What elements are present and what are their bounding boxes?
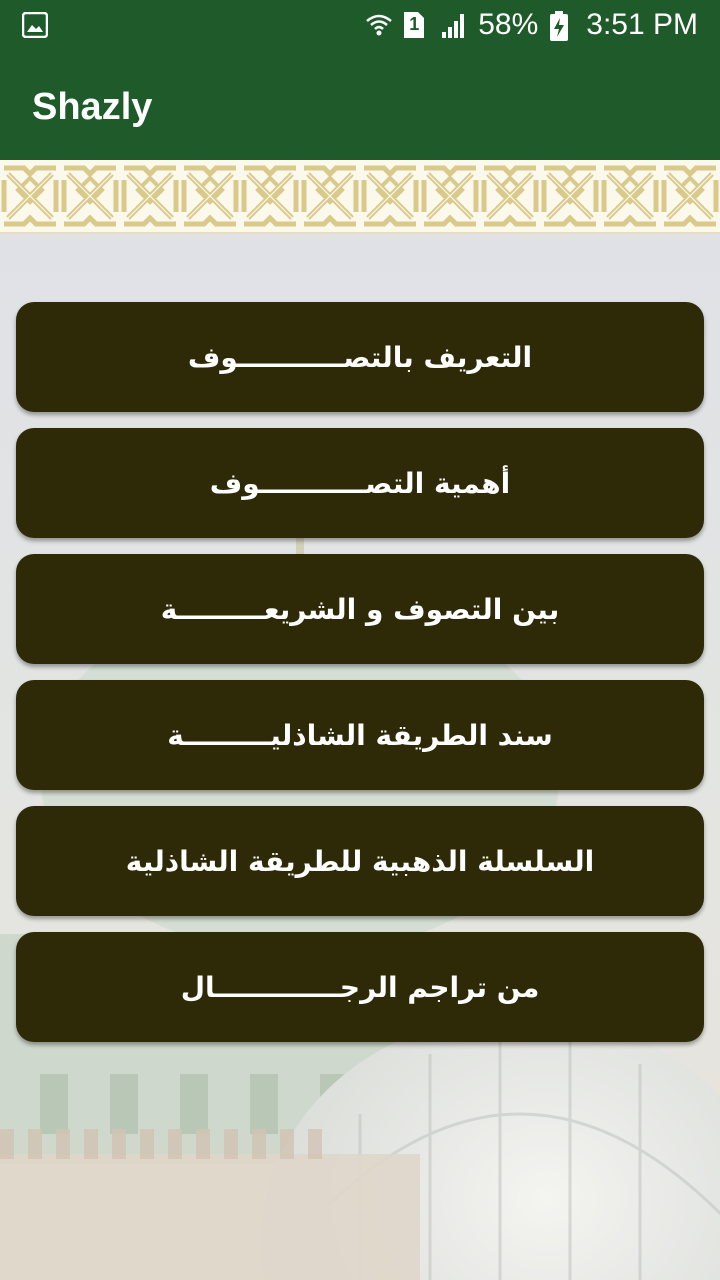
menu-button-label: بين التصوف و الشريعـــــــــة xyxy=(160,592,560,626)
menu-button-label: أهمية التصـــــــــــوف xyxy=(209,466,511,500)
sim-icon xyxy=(402,10,430,40)
signal-icon xyxy=(440,10,468,40)
battery-charging-icon xyxy=(548,10,576,40)
clock: 3:51 PM xyxy=(586,8,698,41)
image-icon xyxy=(22,12,48,38)
app-bar xyxy=(0,50,720,160)
ornamental-border xyxy=(0,160,720,234)
menu-button-biographies[interactable] xyxy=(16,932,704,1042)
app-title: Shazly xyxy=(32,86,153,128)
wifi-icon xyxy=(364,10,392,40)
menu-button-sufism-definition[interactable] xyxy=(16,302,704,412)
menu-button-label: سند الطريقة الشاذليـــــــــة xyxy=(167,718,553,752)
status-bar xyxy=(0,0,720,50)
battery-percent: 58% xyxy=(478,8,539,41)
menu-button-sufism-importance[interactable] xyxy=(16,428,704,538)
sim-slot-label: 1 xyxy=(409,14,420,34)
menu-button-label: السلسلة الذهبية للطريقة الشاذلية xyxy=(125,844,595,878)
menu-button-label: التعريف بالتصـــــــــــوف xyxy=(187,340,533,374)
menu-button-label: من تراجم الرجـــــــــــــال xyxy=(180,970,540,1004)
menu-button-golden-chain[interactable] xyxy=(16,806,704,916)
menu-button-sufism-and-sharia[interactable] xyxy=(16,554,704,664)
menu-button-shadhili-chain[interactable] xyxy=(16,680,704,790)
